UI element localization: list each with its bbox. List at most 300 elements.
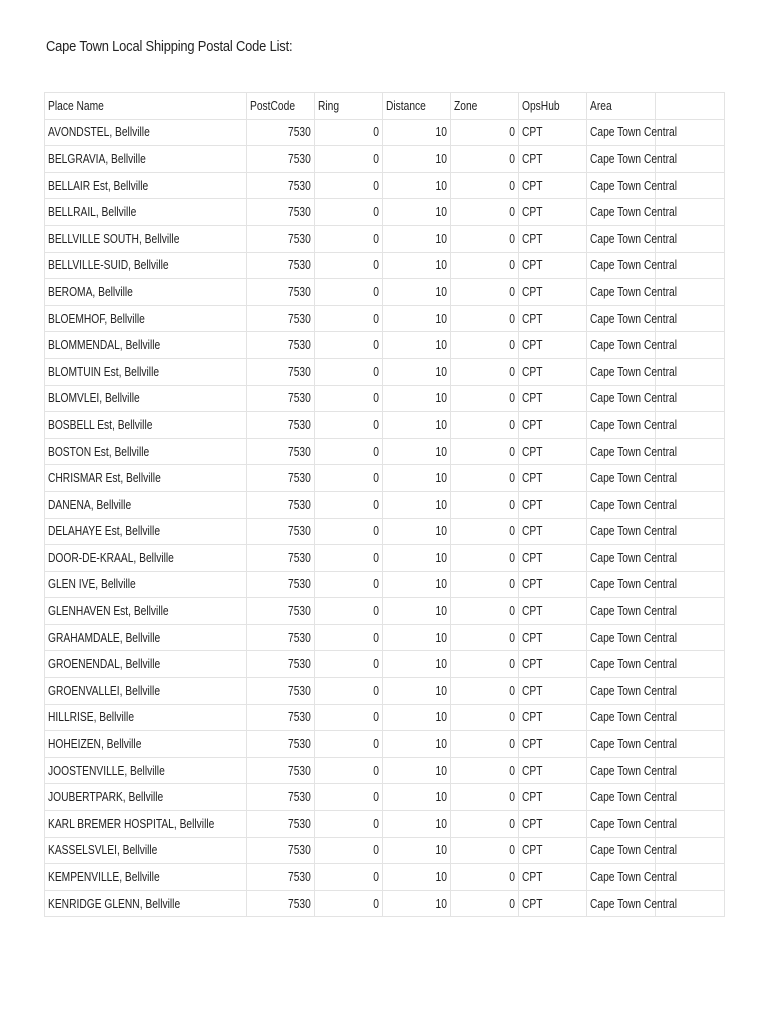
zone-cell-value: 0 [509,683,515,698]
zone-cell [451,571,519,598]
ring-cell [315,545,383,572]
distance-cell [383,704,451,731]
place-name-cell [45,491,247,518]
place-name-cell [45,651,247,678]
area-cell-value: Cape Town Central [590,417,677,432]
postcode-cell [247,624,315,651]
distance-cell [383,305,451,332]
ring-header-label: Ring [318,98,340,113]
opshub-cell-value: CPT [522,577,543,592]
zone-cell-value: 0 [509,870,515,885]
place-name-cell [45,837,247,864]
zone-cell [451,598,519,625]
postal-code-table [44,92,725,917]
table-row [45,225,725,252]
distance-cell-value: 10 [435,550,447,565]
zone-cell [451,358,519,385]
place-name-cell-value: BLOMMENDAL, Bellville [48,338,161,353]
area-cell-value: Cape Town Central [590,577,677,592]
ring-cell [315,199,383,226]
opshub-cell-value: CPT [522,870,543,885]
distance-cell [383,332,451,359]
postcode-cell [247,890,315,917]
opshub-cell [519,279,587,306]
place-name-cell [45,545,247,572]
distance-cell-value: 10 [435,577,447,592]
area-cell [587,119,677,146]
place-name-cell-value: KENRIDGE GLENN, Bellville [48,896,181,911]
table-row [45,146,725,173]
table-row [45,890,725,917]
opshub-cell-value: CPT [522,258,543,273]
place-name-cell [45,332,247,359]
distance-cell-value: 10 [435,870,447,885]
opshub-cell [519,678,587,705]
zone-cell-value: 0 [509,338,515,353]
zone-cell [451,385,519,412]
ring-header [315,93,383,120]
ring-cell-value: 0 [373,763,379,778]
zone-cell [451,518,519,545]
opshub-cell-value: CPT [522,338,543,353]
area-cell [587,358,677,385]
postcode-cell [247,757,315,784]
postcode-cell-value: 7530 [288,630,311,645]
area-cell-value: Cape Town Central [590,710,677,725]
area-cell-value: Cape Town Central [590,630,677,645]
opshub-cell-value: CPT [522,311,543,326]
distance-cell-value: 10 [435,125,447,140]
opshub-cell [519,704,587,731]
opshub-cell-value: CPT [522,284,543,299]
postcode-cell [247,119,315,146]
zone-cell [451,757,519,784]
postcode-cell [247,545,315,572]
place-name-cell [45,624,247,651]
opshub-cell [519,146,587,173]
place-name-cell [45,305,247,332]
opshub-cell [519,890,587,917]
ring-cell [315,305,383,332]
ring-cell-value: 0 [373,151,379,166]
table-body [45,119,725,917]
postcode-cell-value: 7530 [288,843,311,858]
opshub-cell-value: CPT [522,630,543,645]
ring-cell [315,332,383,359]
distance-cell-value: 10 [435,657,447,672]
table-row [45,385,725,412]
distance-cell [383,651,451,678]
postcode-cell-value: 7530 [288,338,311,353]
area-cell [587,757,677,784]
zone-cell [451,225,519,252]
opshub-header [519,93,587,120]
table-row [45,305,725,332]
place-name-cell-value: CHRISMAR Est, Bellville [48,471,161,486]
place-name-cell-value: BELGRAVIA, Bellville [48,151,146,166]
ring-cell [315,385,383,412]
ring-cell [315,491,383,518]
place-name-cell [45,358,247,385]
postcode-cell-value: 7530 [288,896,311,911]
zone-cell-value: 0 [509,471,515,486]
ring-cell [315,465,383,492]
distance-cell [383,199,451,226]
table-row [45,731,725,758]
table-row [45,598,725,625]
area-cell [587,545,677,572]
zone-header-label: Zone [454,98,478,113]
zone-cell-value: 0 [509,577,515,592]
opshub-cell [519,837,587,864]
distance-cell-value: 10 [435,497,447,512]
place-name-cell-value: KEMPENVILLE, Bellville [48,870,160,885]
distance-cell [383,279,451,306]
table-row [45,784,725,811]
place-name-cell [45,252,247,279]
zone-cell [451,172,519,199]
area-cell-value: Cape Town Central [590,737,677,752]
place-name-cell-value: DANENA, Bellville [48,497,132,512]
postcode-cell [247,305,315,332]
distance-header [383,93,451,120]
area-cell [587,624,677,651]
distance-cell-value: 10 [435,524,447,539]
postcode-cell-value: 7530 [288,816,311,831]
ring-cell-value: 0 [373,737,379,752]
opshub-cell [519,651,587,678]
postcode-cell-value: 7530 [288,151,311,166]
area-cell [587,651,677,678]
area-header-label: Area [590,98,612,113]
area-cell-value: Cape Town Central [590,550,677,565]
postcode-cell [247,225,315,252]
place-name-cell [45,571,247,598]
area-cell-value: Cape Town Central [590,896,677,911]
postcode-cell [247,704,315,731]
place-name-cell [45,757,247,784]
zone-cell-value: 0 [509,657,515,672]
opshub-cell [519,571,587,598]
area-cell [587,412,677,439]
opshub-cell [519,412,587,439]
opshub-cell-value: CPT [522,550,543,565]
ring-cell-value: 0 [373,683,379,698]
place-name-cell [45,704,247,731]
zone-cell-value: 0 [509,710,515,725]
area-cell [587,704,677,731]
postcode-cell-value: 7530 [288,125,311,140]
zone-cell [451,305,519,332]
opshub-cell-value: CPT [522,604,543,619]
place-name-cell-value: GLEN IVE, Bellville [48,577,136,592]
place-name-cell-value: BLOMVLEI, Bellville [48,391,140,406]
opshub-cell [519,864,587,891]
place-name-cell [45,172,247,199]
opshub-cell-value: CPT [522,896,543,911]
zone-cell [451,651,519,678]
zone-cell-value: 0 [509,364,515,379]
ring-cell [315,624,383,651]
area-cell [587,225,677,252]
zone-cell [451,199,519,226]
area-cell-value: Cape Town Central [590,497,677,512]
postcode-cell-value: 7530 [288,364,311,379]
postcode-cell-value: 7530 [288,391,311,406]
distance-cell [383,172,451,199]
area-cell [587,199,677,226]
place-name-cell-value: DOOR-DE-KRAAL, Bellville [48,550,174,565]
ring-cell-value: 0 [373,284,379,299]
zone-cell [451,784,519,811]
zone-cell-value: 0 [509,231,515,246]
postcode-cell-value: 7530 [288,231,311,246]
ring-cell [315,225,383,252]
place-name-cell-value: AVONDSTEL, Bellville [48,125,150,140]
area-cell [587,146,677,173]
postcode-cell-value: 7530 [288,790,311,805]
area-header [587,93,656,120]
distance-cell-value: 10 [435,471,447,486]
place-name-cell [45,784,247,811]
table-row [45,518,725,545]
table-row [45,358,725,385]
place-name-cell [45,385,247,412]
opshub-cell-value: CPT [522,763,543,778]
ring-cell [315,731,383,758]
distance-cell-value: 10 [435,896,447,911]
distance-cell [383,252,451,279]
opshub-cell-value: CPT [522,391,543,406]
place-name-cell [45,119,247,146]
distance-cell [383,438,451,465]
place-name-cell [45,890,247,917]
opshub-cell [519,438,587,465]
distance-cell [383,784,451,811]
zone-cell-value: 0 [509,258,515,273]
place-name-header-label: Place Name [48,98,104,113]
zone-cell-value: 0 [509,896,515,911]
zone-cell [451,837,519,864]
opshub-cell-value: CPT [522,205,543,220]
table-row [45,465,725,492]
place-name-cell-value: GLENHAVEN Est, Bellville [48,604,169,619]
area-cell [587,864,677,891]
area-cell-value: Cape Town Central [590,471,677,486]
ring-cell-value: 0 [373,338,379,353]
distance-cell [383,837,451,864]
place-name-cell [45,678,247,705]
opshub-header-label: OpsHub [522,98,560,113]
postcode-cell [247,678,315,705]
postcode-cell-value: 7530 [288,683,311,698]
postcode-cell [247,385,315,412]
area-cell [587,305,677,332]
area-cell [587,837,677,864]
ring-cell [315,438,383,465]
zone-cell-value: 0 [509,630,515,645]
area-cell [587,279,677,306]
zone-cell [451,864,519,891]
opshub-cell-value: CPT [522,524,543,539]
postcode-cell [247,438,315,465]
distance-cell [383,518,451,545]
place-name-cell-value: HILLRISE, Bellville [48,710,135,725]
table-row [45,704,725,731]
opshub-cell-value: CPT [522,843,543,858]
zone-cell [451,438,519,465]
postcode-cell-value: 7530 [288,657,311,672]
area-cell-value: Cape Town Central [590,125,677,140]
distance-cell [383,757,451,784]
opshub-cell [519,598,587,625]
area-cell-value: Cape Town Central [590,843,677,858]
table-row [45,332,725,359]
opshub-cell-value: CPT [522,683,543,698]
opshub-cell [519,332,587,359]
ring-cell-value: 0 [373,391,379,406]
ring-cell [315,412,383,439]
opshub-cell [519,465,587,492]
postcode-cell [247,279,315,306]
opshub-cell [519,225,587,252]
zone-header [451,93,519,120]
ring-cell [315,704,383,731]
distance-cell-value: 10 [435,364,447,379]
postcode-cell [247,784,315,811]
postcode-cell-value: 7530 [288,737,311,752]
place-name-cell-value: BOSTON Est, Bellville [48,444,150,459]
ring-cell [315,518,383,545]
table-row [45,811,725,838]
opshub-cell-value: CPT [522,497,543,512]
postcode-cell-value: 7530 [288,417,311,432]
opshub-cell [519,172,587,199]
place-name-cell-value: BELLVILLE SOUTH, Bellville [48,231,180,246]
postcode-cell [247,199,315,226]
area-cell-value: Cape Town Central [590,657,677,672]
opshub-cell-value: CPT [522,816,543,831]
postcode-cell [247,651,315,678]
ring-cell-value: 0 [373,524,379,539]
ring-cell [315,279,383,306]
opshub-cell-value: CPT [522,471,543,486]
area-cell [587,465,677,492]
postcode-cell [247,811,315,838]
distance-cell [383,890,451,917]
postcode-cell-value: 7530 [288,550,311,565]
opshub-cell [519,358,587,385]
opshub-cell [519,545,587,572]
ring-cell-value: 0 [373,258,379,273]
area-cell [587,491,677,518]
place-name-cell-value: HOHEIZEN, Bellville [48,737,142,752]
zone-cell [451,890,519,917]
place-name-cell-value: JOUBERTPARK, Bellville [48,790,164,805]
place-name-cell [45,279,247,306]
area-cell [587,385,677,412]
postcode-cell [247,172,315,199]
ring-cell-value: 0 [373,843,379,858]
area-cell-value: Cape Town Central [590,178,677,193]
distance-cell-value: 10 [435,737,447,752]
table-row [45,757,725,784]
distance-cell-value: 10 [435,284,447,299]
table-row [45,119,725,146]
ring-cell [315,757,383,784]
area-cell-value: Cape Town Central [590,524,677,539]
distance-cell [383,119,451,146]
ring-cell-value: 0 [373,896,379,911]
distance-cell-value: 10 [435,816,447,831]
ring-cell [315,571,383,598]
distance-cell [383,385,451,412]
distance-cell [383,412,451,439]
opshub-cell-value: CPT [522,790,543,805]
area-cell-value: Cape Town Central [590,231,677,246]
table-row [45,678,725,705]
opshub-cell [519,199,587,226]
postcode-cell [247,412,315,439]
distance-cell-value: 10 [435,604,447,619]
distance-cell-value: 10 [435,683,447,698]
area-cell [587,438,677,465]
area-cell-value: Cape Town Central [590,205,677,220]
blank-header [656,93,725,120]
zone-cell-value: 0 [509,790,515,805]
place-name-cell [45,225,247,252]
zone-cell [451,119,519,146]
postcode-cell-value: 7530 [288,205,311,220]
ring-cell-value: 0 [373,178,379,193]
area-cell-value: Cape Town Central [590,284,677,299]
zone-cell [451,332,519,359]
table-header [45,93,725,120]
zone-cell-value: 0 [509,604,515,619]
postcode-cell-value: 7530 [288,444,311,459]
ring-cell [315,678,383,705]
ring-cell-value: 0 [373,205,379,220]
opshub-cell [519,518,587,545]
ring-cell-value: 0 [373,231,379,246]
ring-cell [315,837,383,864]
distance-cell [383,598,451,625]
postcode-cell-value: 7530 [288,763,311,778]
distance-cell [383,465,451,492]
table-row [45,651,725,678]
opshub-cell-value: CPT [522,444,543,459]
ring-cell-value: 0 [373,471,379,486]
distance-cell-value: 10 [435,790,447,805]
table-row [45,252,725,279]
place-name-cell-value: BLOEMHOF, Bellville [48,311,145,326]
area-cell [587,518,677,545]
area-cell [587,811,677,838]
table-row [45,438,725,465]
opshub-cell [519,491,587,518]
zone-cell-value: 0 [509,816,515,831]
postcode-cell-value: 7530 [288,311,311,326]
opshub-cell [519,624,587,651]
header-row [45,93,725,120]
table-row [45,624,725,651]
area-cell [587,332,677,359]
ring-cell-value: 0 [373,816,379,831]
place-name-cell [45,518,247,545]
page-title: Cape Town Local Shipping Postal Code List: [46,38,293,55]
distance-cell-value: 10 [435,763,447,778]
place-name-cell-value: BELLVILLE-SUID, Bellville [48,258,169,273]
